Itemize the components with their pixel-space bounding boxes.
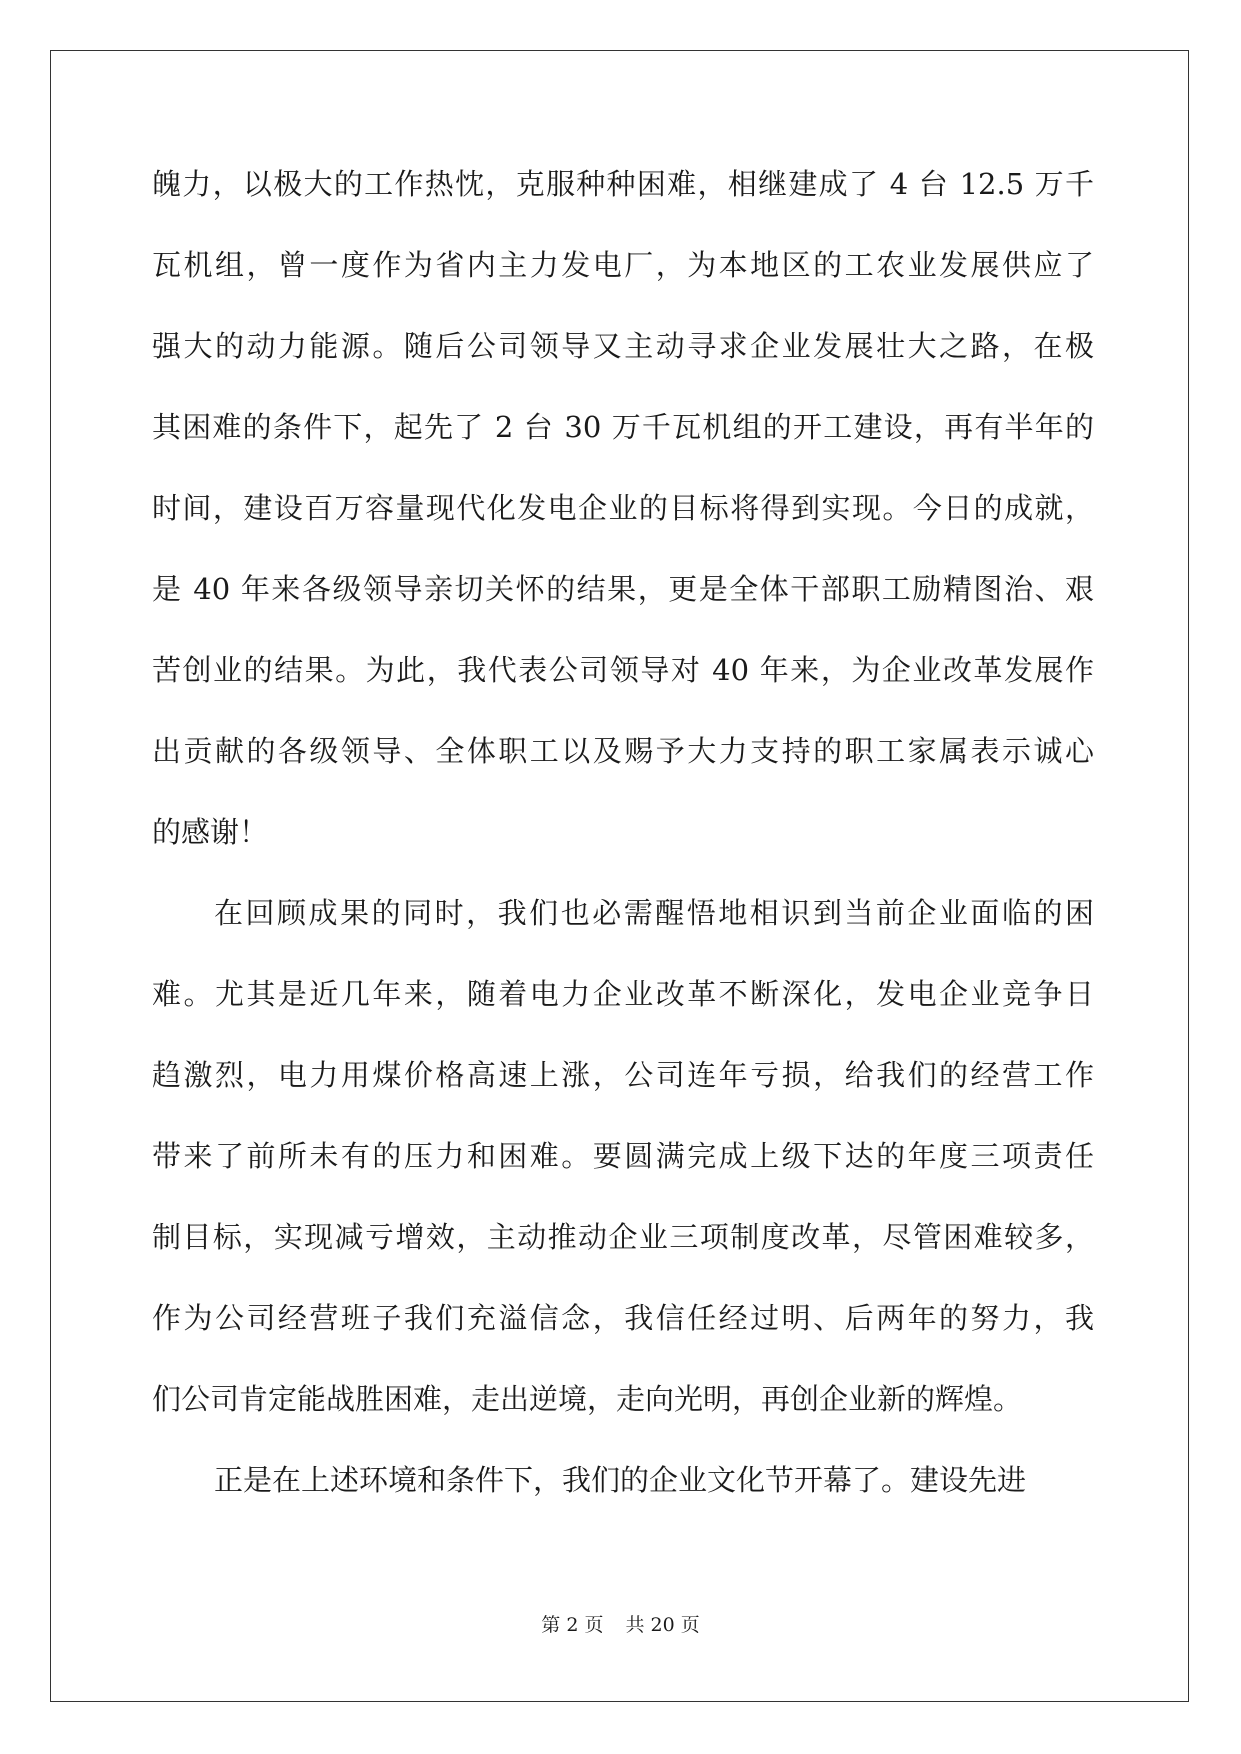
text-line: 魄力，以极大的工作热忱，克服种种困难，相继建成了 4 台 12.5 万千 [152,167,1094,201]
text-line: 出贡献的各级领导、全体职工以及赐予大力支持的职工家属表示诚心 [152,734,1094,768]
paragraph-start-line: 正是在上述环境和条件下，我们的企业文化节开幕了。建设先进 [214,1463,1027,1497]
text-line: 趋激烈，电力用煤价格高速上涨，公司连年亏损，给我们的经营工作 [152,1058,1094,1092]
text-line: 制目标，实现减亏增效，主动推动企业三项制度改革，尽管困难较多， [152,1220,1094,1254]
page-number: 第 2 页 [541,1614,604,1636]
text-line: 作为公司经营班子我们充溢信念，我信任经过明、后两年的努力，我 [152,1301,1094,1335]
text-line: 苦创业的结果。为此，我代表公司领导对 40 年来，为企业改革发展作 [152,653,1094,687]
text-line: 其困难的条件下，起先了 2 台 30 万千瓦机组的开工建设，再有半年的 [152,410,1094,444]
text-line: 强大的动力能源。随后公司领导又主动寻求企业发展壮大之路，在极 [152,329,1094,363]
text-line: 瓦机组，曾一度作为省内主力发电厂，为本地区的工农业发展供应了 [152,248,1094,282]
paragraph-end-line: 们公司肯定能战胜困难，走出逆境，走向光明，再创企业新的辉煌。 [152,1382,1023,1416]
paragraph-end-line: 的感谢！ [152,815,269,849]
text-line: 带来了前所未有的压力和困难。要圆满完成上级下达的年度三项责任 [152,1139,1094,1173]
text-line: 难。尤其是近几年来，随着电力企业改革不断深化，发电企业竞争日 [152,977,1094,1011]
text-line: 是 40 年来各级领导亲切关怀的结果，更是全体干部职工励精图治、艰 [152,572,1094,606]
paragraph-start-line: 在回顾成果的同时，我们也必需醒悟地相识到当前企业面临的困 [214,896,1094,930]
page-total: 共 20 页 [625,1614,700,1636]
text-line: 时间，建设百万容量现代化发电企业的目标将得到实现。今日的成就， [152,491,1094,525]
document-body [152,162,1094,1539]
page-footer [0,1610,1241,1637]
